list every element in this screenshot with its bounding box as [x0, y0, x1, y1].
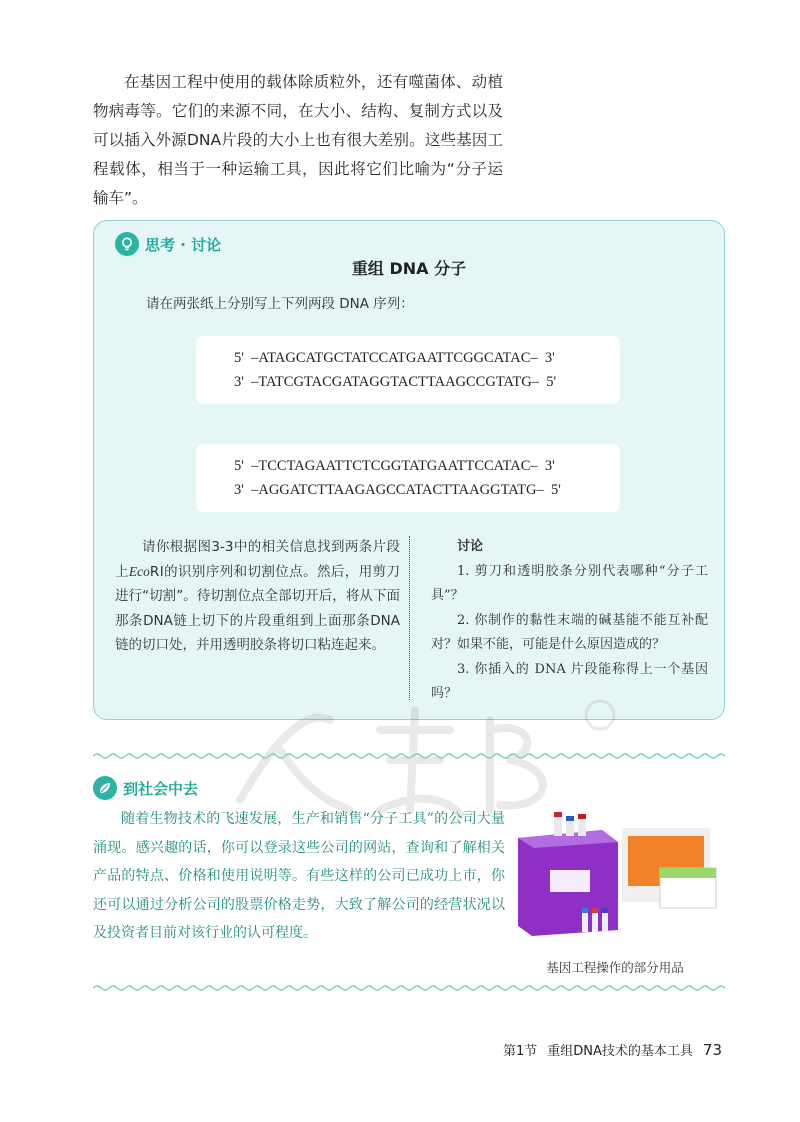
- page-number: 73: [702, 1041, 722, 1059]
- question-item: 1. 剪刀和透明胶条分别代表哪种“分子工具”？: [431, 563, 708, 603]
- leaf-icon: [93, 776, 117, 800]
- sequence-card-1: [196, 336, 620, 404]
- intro-paragraph-block: [93, 68, 503, 213]
- lab-products-photo: [510, 808, 720, 938]
- discussion-heading: 讨论: [457, 539, 484, 554]
- social-badge: [93, 776, 198, 800]
- social-badge-label: 到社会中去: [123, 779, 199, 798]
- photo-caption: 基因工程操作的部分用品: [546, 960, 684, 975]
- intro-paragraph: 在基因工程中使用的载体除质粒外，还有噬菌体、动植物病毒等。它们的来源不同，在大小、结构、复制方式以及可以插入外源DNA片段的大小上也有很大差别。这些基因工程载体，相当于一种运输工具，因此将它们比喻为“分子运输车”。: [93, 73, 503, 207]
- discussion-badge: [115, 232, 221, 256]
- discussion-badge-label: 思考 · 讨论: [145, 235, 222, 254]
- wavy-divider-bottom: [93, 984, 725, 992]
- activity-text-part1: 请你根据图3-3中的相关信息找到两条片段上: [115, 539, 400, 580]
- question-item: 2. 你制作的黏性末端的碱基能不能互补配对？如果不能，可能是什么原因造成的？: [431, 612, 708, 652]
- footer-chapter-title: 重组DNA技术的基本工具: [547, 1044, 693, 1059]
- page-footer: [503, 1040, 722, 1059]
- sequence-1-top-strand: 5' –ATAGCATGCTATCCATGAATTCGGCATAC– 3': [234, 350, 555, 366]
- discussion-title: 重组 DNA 分子: [351, 259, 467, 278]
- enzyme-name-italic: Eco: [128, 563, 150, 579]
- footer-section: 第1节: [502, 1044, 538, 1059]
- activity-instructions: [115, 535, 400, 658]
- question-item: 3. 你插入的 DNA 片段能称得上一个基因吗？: [431, 661, 708, 701]
- discussion-questions: [431, 535, 708, 707]
- social-paragraph: 随着生物技术的飞速发展，生产和销售“分子工具”的公司大量涌现。感兴趣的话，你可以登录这些公司的网站，查询和了解相关产品的特点、价格和使用说明等。有些这样的公司已成功上市，你还可以通过分析公司的股票价格走势，大致了解公司的经营状况以及投资者目前对该行业的认可程度。: [93, 811, 505, 941]
- sequence-card-2: [196, 444, 620, 512]
- sequence-2-bottom-strand: 3' –AGGATCTTAAGAGCCATACTTAAGGTATG– 5': [234, 482, 561, 498]
- sequence-1-bottom-strand: 3' –TATCGTACGATAGGTACTTAAGCCGTATG– 5': [234, 374, 557, 390]
- sequence-2-top-strand: 5' –TCCTAGAATTCTCGGTATGAATTCCATAC– 3': [234, 458, 555, 474]
- wavy-divider-top: [93, 752, 725, 760]
- dotted-divider: [409, 536, 410, 700]
- lightbulb-icon: [115, 232, 139, 256]
- social-paragraph-block: [93, 805, 505, 948]
- activity-text-part2: RⅠ的识别序列和切割位点。然后，用剪刀进行“切割”。待切割位点全部切开后，将从下面那条DNA链上切下的片段重组到上面那条DNA链的切口处，并用透明胶条将切口粘连起来。: [115, 563, 400, 653]
- discussion-instruction: 请在两张纸上分别写上下列两段 DNA 序列：: [146, 296, 414, 312]
